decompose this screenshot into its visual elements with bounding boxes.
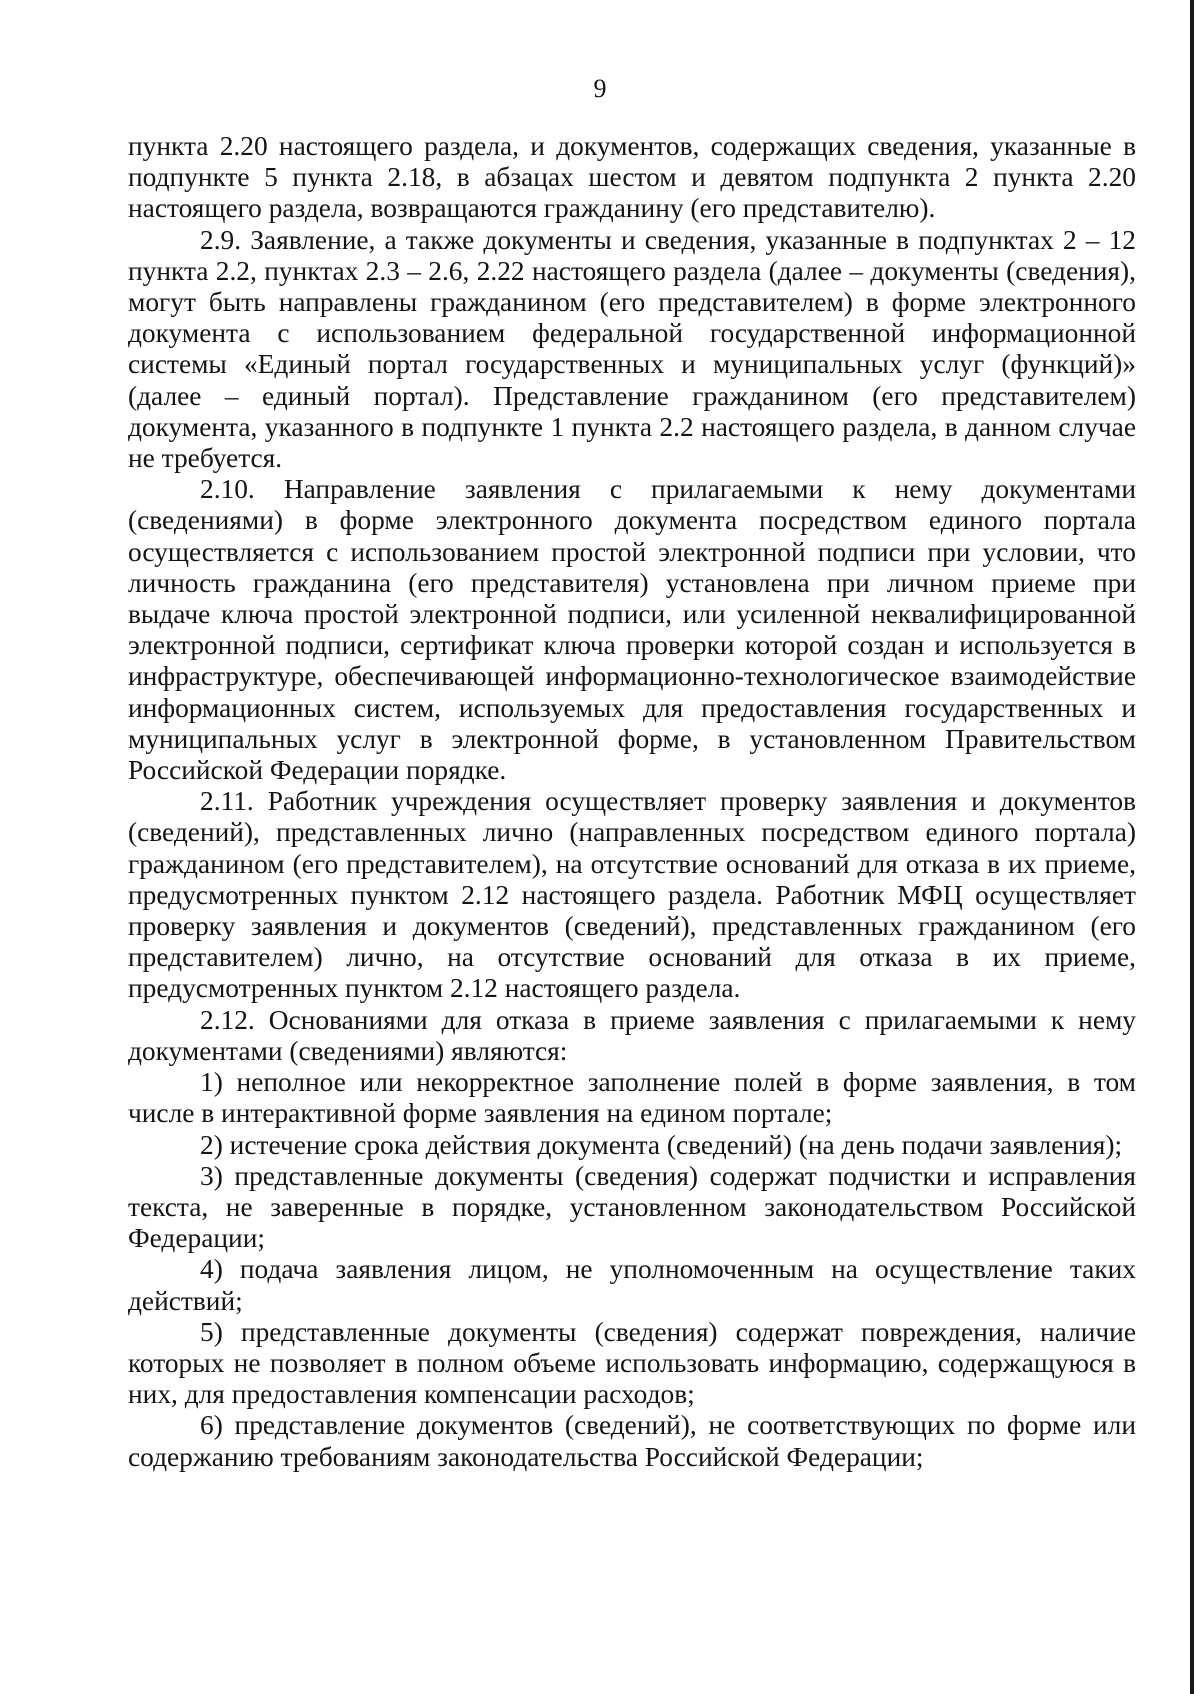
paragraph-2-10: 2.10. Направление заявления с прилагаемыми к нему документами (сведениями) в форме электронного документа посредством единого портала осуществляется с использованием простой электронной подписи при условии, что личность гражданина (его представителя) установлена при личном приеме при выдаче ключа простой электронной подписи, или усиленной неквалифицированной электронной подписи, сертификат ключа проверки которой создан и используется в инфраструктуре, обеспечивающей информационно-технологическое взаимодействие информационных систем, используемых для предоставления государственных и муниципальных услуг в электронной форме, в установленном Правительством Российской Федерации порядке. bbox=[128, 474, 1136, 786]
list-item-4: 4) подача заявления лицом, не уполномоченным на осуществление таких действий; bbox=[128, 1254, 1136, 1316]
paragraph-2-9: 2.9. Заявление, а также документы и сведения, указанные в подпунктах 2 – 12 пункта 2.2, пунктах 2.3 – 2.6, 2.22 настоящего раздела (далее – документы (сведения), могут быть направлены гражданином (его представителем) в форме электронного документа с использованием федеральной государственной информационной системы «Единый портал государственных и муниципальных услуг (функций)» (далее – единый портал). Представление гражданином (его представителем) документа, указанного в подпункте 1 пункта 2.2 настоящего раздела, в данном случае не требуется. bbox=[128, 224, 1136, 474]
list-item-3: 3) представленные документы (сведения) содержат подчистки и исправления текста, не заверенные в порядке, установленном законодательством Российской Федерации; bbox=[128, 1160, 1136, 1254]
page-number: 9 bbox=[593, 74, 607, 103]
scan-edge-line bbox=[1190, 0, 1194, 1694]
paragraph-continuation: пункта 2.20 настоящего раздела, и документов, содержащих сведения, указанные в подпункте 5 пункта 2.18, в абзацах шестом и девятом подпункта 2 пункта 2.20 настоящего раздела, возвращаются гражданину (его представителю). bbox=[128, 131, 1136, 224]
list-item-2: 2) истечение срока действия документа (сведений) (на день подачи заявления); bbox=[200, 1129, 1123, 1160]
paragraph-2-11: 2.11. Работник учреждения осуществляет проверку заявления и документов (сведений), представленных лично (направленных посредством единого портала) гражданином (его представителем), на отсутствие оснований для отказа в их приеме, предусмотренных пунктом 2.12 настоящего раздела. Работник МФЦ осуществляет проверку заявления и документов (сведений), представленных гражданином (его представителем) лично, на отсутствие оснований для отказа в их приеме, предусмотренных пунктом 2.12 настоящего раздела. bbox=[128, 786, 1136, 1004]
list-item-1: 1) неполное или некорректное заполнение полей в форме заявления, в том числе в интерактивной форме заявления на едином портале; bbox=[128, 1067, 1136, 1129]
list-item-5: 5) представленные документы (сведения) содержат повреждения, наличие которых не позволяет в полном объеме использовать информацию, содержащуюся в них, для предоставления компенсации расходов; bbox=[128, 1316, 1136, 1410]
paragraph-2-12: 2.12. Основаниями для отказа в приеме заявления с прилагаемыми к нему документами (сведениями) являются: bbox=[128, 1004, 1136, 1066]
list-item-6: 6) представление документов (сведений), не соответствующих по форме или содержанию требованиям законодательства Российской Федерации; bbox=[128, 1410, 1136, 1472]
document-body bbox=[128, 131, 1136, 1473]
